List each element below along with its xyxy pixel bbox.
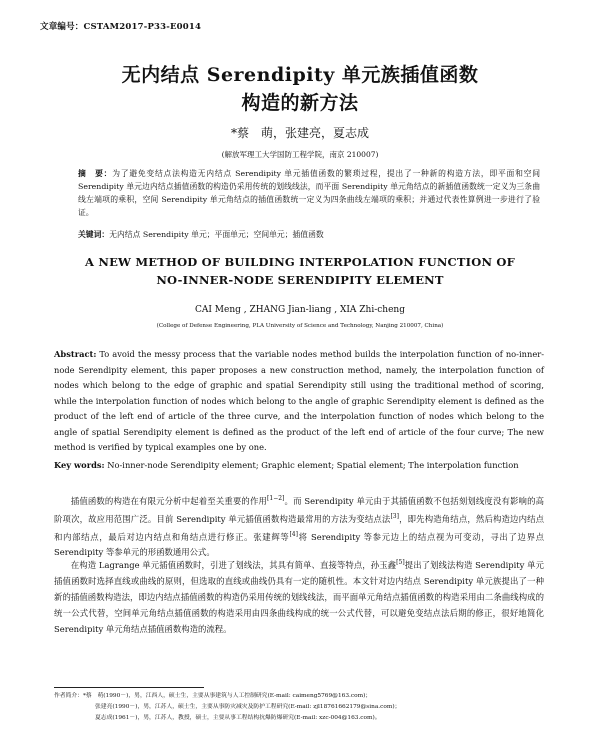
body-p2-text-b: 提出了划线法构造 Serendipity 单元插值函数时选择直线或曲线的原则，但选取的直线或曲线仍具有一定的随机性。本文针对边内结点 Serendipity 单元族提出了一种新的插值函数构造法，即边内结点插值函数的构造仍采用传统的划线线法，而平面单元角结点插值函数的构造采用由二条曲线构成的统一公式代替，空间单元角结点插值函数的构造采用由四条曲线构成的统一公式代替，可以避免变结点法后期的修正，很好地简化 Serendipity 单元角结点插值函数构造的流程。 — [54, 559, 544, 634]
chinese-keywords-text: 无内结点 Serendipity 单元；平面单元；空间单元；插值函数 — [109, 230, 324, 239]
chinese-title-line-2: 构造的新方法 — [241, 92, 359, 114]
article-number: 文章编号：CSTAM2017-P33-E0014 — [40, 22, 202, 32]
citation-ref: [4] — [289, 530, 298, 538]
footnote-divider — [54, 687, 204, 688]
chinese-title-line-1: 无内结点 Serendipity 单元族插值函数 — [121, 64, 479, 86]
chinese-keywords-label: 关键词： — [78, 230, 110, 239]
citation-ref: [1−2] — [267, 495, 285, 502]
body-p1-text-a: 插值函数的构造在有限元分析中起着至关重要的作用 — [70, 495, 268, 506]
footnote-author-3: 夏志成(1961－)，男，江苏人，教授，硕士，主要从事工程结构抗爆防爆研究(E-mail: xzc-004@163.com)。 — [95, 715, 381, 721]
chinese-keywords — [78, 229, 540, 240]
chinese-authors: *蔡 萌，张建亮，夏志成 — [230, 126, 369, 140]
chinese-abstract-label: 摘 要： — [78, 169, 113, 178]
english-abstract-label: Abstract: — [54, 349, 97, 359]
citation-ref: [5] — [396, 559, 405, 566]
english-affiliation: (College of Defense Engineering, PLA University of Science and Technology, Nanjing 210007, China) — [156, 323, 444, 329]
citation-ref: [3] — [390, 512, 399, 520]
chinese-abstract — [78, 167, 540, 219]
english-title-line-1: A NEW METHOD OF BUILDING INTERPOLATION FUNCTION OF — [85, 255, 515, 269]
chinese-affiliation: (解放军理工大学国防工程学院，南京 210007) — [221, 150, 379, 159]
body-p1-text-c: ，即先构造角结点，然后构造边内结点和内部结点，最后对边内结点和角结点进行修正。张建辉等 — [54, 513, 545, 542]
footnote-author-1: 作者简介：*蔡 萌(1990－)，男，江西人，硕士生，主要从事建筑与人工控制研究(E-mail: caimeng5769@163.com)； — [54, 693, 372, 699]
body-paragraph-2 — [54, 555, 544, 637]
english-abstract-text: To avoid the messy process that the variable nodes method builds the interpolation function of no-inner-node Serendipity element, this paper proposes a new construction method, namely, the interpolation function of nodes which belong to the edge of graphic and spatial Serendipity still using the traditional method of scoring, while the interpolation function of nodes which belong to the angle of graphic Serendipity element is defined as the product of the left end of article of the three curve, and the interpolation function of nodes which belong to the angle of spatial Serendipity element is defined as the product of the left end of article of the four curve; The new method is verified by typical examples one by one. — [54, 349, 544, 452]
english-keywords-label: Key words: — [54, 460, 105, 470]
english-keywords — [54, 460, 544, 470]
footnote-author-2: 张建亮(1990－)，男，江苏人，硕士生，主要从事防灾减灾及防护工程研究(E-mail: zjl18761662179@sina.com)； — [95, 704, 401, 710]
body-p1-text-b: 。而 Serendipity 单元由于其插值函数不包括刻划线度没有影响的高阶项次，故应用范围广泛。目前 Serendipity 单元插值函数构造最常用的方法为变结点法 — [54, 495, 545, 524]
english-abstract — [54, 347, 544, 456]
english-authors: CAI Meng , ZHANG Jian-liang , XIA Zhi-cheng — [195, 305, 405, 315]
body-paragraph-1 — [54, 491, 544, 560]
english-keywords-text: No-inner-node Serendipity element; Graphic element; Spatial element; The interpolation function — [107, 460, 519, 470]
chinese-abstract-text: 为了避免变结点法构造无内结点 Serendipity 单元插值函数的繁琐过程，提出了一种新的构造方法，即平面和空间 Serendipity 单元边内结点插值函数的构造仍采用传统的划线线法，而平面 Serendipity 单元角结点的新插值函数统一定义为三条曲线左端项的乘积，空间 Serendipity 单元角结点的插值函数统一定义为四条曲线左端项的乘积；并通过代表性算例进一步进行了验证。 — [78, 169, 541, 217]
english-title-line-2: NO-INNER-NODE SERENDIPITY ELEMENT — [156, 273, 444, 287]
body-p2-text-a: 在构造 Lagrange 单元插值函数时，引进了划线法，其具有简单、直接等特点，孙玉鑫 — [70, 559, 397, 570]
body-p1-text-d: 将 Serendipity 等参元边上的结点视为可变动，寻出了边界点 Serendipity 等参单元的形函数通用公式。 — [54, 531, 545, 558]
